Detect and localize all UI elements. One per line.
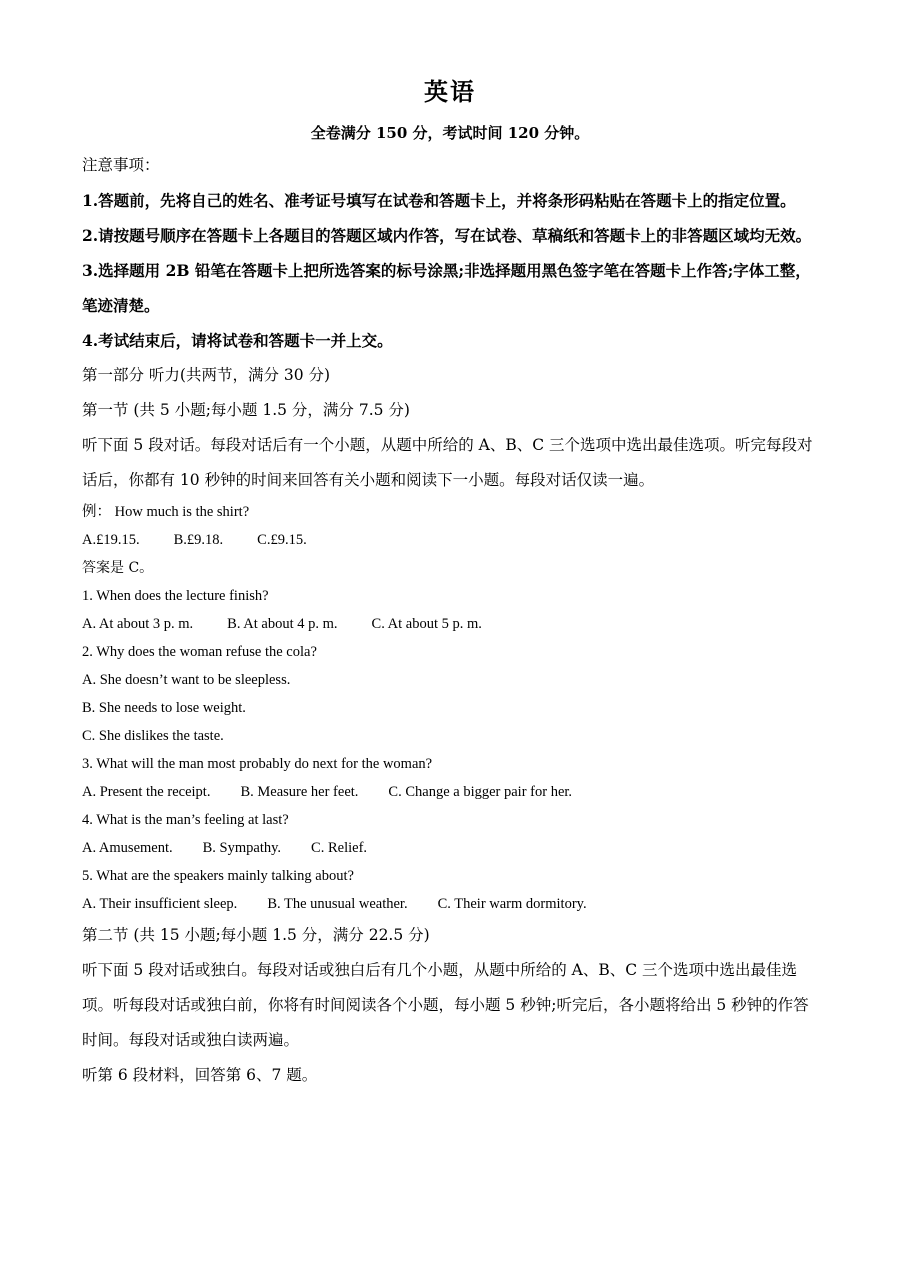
question-5-options bbox=[82, 890, 818, 918]
question-3-option-b: B. Measure her feet. bbox=[240, 784, 359, 800]
question-4-option-a: A. Amusement. bbox=[82, 840, 173, 856]
question-5: 5. What are the speakers mainly talking about? bbox=[82, 868, 354, 884]
question-5-option-c: C. Their warm dormitory. bbox=[437, 896, 587, 912]
material-6-instruction: 听第 6 段材料，回答第 6、7 题。 bbox=[82, 1066, 318, 1084]
section1-heading: 第一节 (共 5 小题;每小题 1.5 分，满分 7.5 分) bbox=[82, 401, 410, 419]
question-1: 1. When does the lecture finish? bbox=[82, 588, 269, 604]
question-2-option-c: C. She dislikes the taste. bbox=[82, 728, 224, 744]
question-2: 2. Why does the woman refuse the cola? bbox=[82, 644, 317, 660]
question-1-option-a: A. At about 3 p. m. bbox=[82, 616, 194, 632]
page-title: 英语 bbox=[424, 77, 476, 106]
question-5-option-b: B. The unusual weather. bbox=[267, 896, 408, 912]
part1-heading: 第一部分 听力(共两节，满分 30 分) bbox=[82, 366, 331, 384]
question-1-option-c: C. At about 5 p. m. bbox=[371, 616, 482, 632]
notice-item-3: 3.选择题用 2B 铅笔在答题卡上把所选答案的标号涂黑;非选择题用黑色签字笔在答题卡上作答;字体工整，笔迹清楚。 bbox=[82, 261, 811, 315]
notice-item-1: 1.答题前，先将自己的姓名、准考证号填写在试卷和答题卡上，并将条形码粘贴在答题卡上的指定位置。 bbox=[82, 191, 796, 210]
example-option-b: B.£9.18. bbox=[173, 532, 224, 548]
question-4: 4. What is the man’s feeling at last? bbox=[82, 812, 289, 828]
question-1-options bbox=[82, 610, 818, 638]
notice-item-2: 2.请按题号顺序在答题卡上各题目的答题区域内作答，写在试卷、草稿纸和答题卡上的非答题区域均无效。 bbox=[82, 226, 812, 245]
question-3-option-c: C. Change a bigger pair for her. bbox=[388, 784, 573, 800]
example-question: 例： How much is the shirt? bbox=[82, 504, 250, 520]
question-2-option-a: A. She doesn’t want to be sleepless. bbox=[82, 672, 291, 688]
section2-instructions: 听下面 5 段对话或独白。每段对话或独白后有几个小题，从题中所给的 A、B、C 三个选项中选出最佳选项。听每段对话或独白前，你将有时间阅读各个小题，每小题 5 秒钟;听完后，各小题将给出 5 秒钟的作答时间。每段对话或独白读两遍。 bbox=[82, 961, 809, 1049]
example-answer: 答案是 C。 bbox=[82, 560, 154, 576]
example-option-a: A.£19.15. bbox=[82, 532, 140, 548]
question-4-options bbox=[82, 834, 818, 862]
question-5-option-a: A. Their insufficient sleep. bbox=[82, 896, 238, 912]
question-3-option-a: A. Present the receipt. bbox=[82, 784, 211, 800]
question-1-option-b: B. At about 4 p. m. bbox=[227, 616, 338, 632]
question-4-option-c: C. Relief. bbox=[311, 840, 368, 856]
question-3-options bbox=[82, 778, 818, 806]
section2-heading: 第二节 (共 15 小题;每小题 1.5 分，满分 22.5 分) bbox=[82, 926, 430, 944]
example-options bbox=[82, 526, 818, 554]
question-4-option-b: B. Sympathy. bbox=[202, 840, 282, 856]
exam-subtitle: 全卷满分 150 分，考试时间 120 分钟。 bbox=[310, 124, 590, 142]
question-2-option-b: B. She needs to lose weight. bbox=[82, 700, 246, 716]
notice-item-4: 4.考试结束后，请将试卷和答题卡一并上交。 bbox=[82, 331, 393, 350]
example-option-c: C.£9.15. bbox=[257, 532, 307, 548]
section1-instructions: 听下面 5 段对话。每段对话后有一个小题，从题中所给的 A、B、C 三个选项中选出最佳选项。听完每段对话后，你都有 10 秒钟的时间来回答有关小题和阅读下一小题。每段对话仅读一遍。 bbox=[82, 436, 813, 489]
notice-heading: 注意事项： bbox=[82, 156, 160, 174]
question-3: 3. What will the man most probably do next for the woman? bbox=[82, 756, 433, 772]
